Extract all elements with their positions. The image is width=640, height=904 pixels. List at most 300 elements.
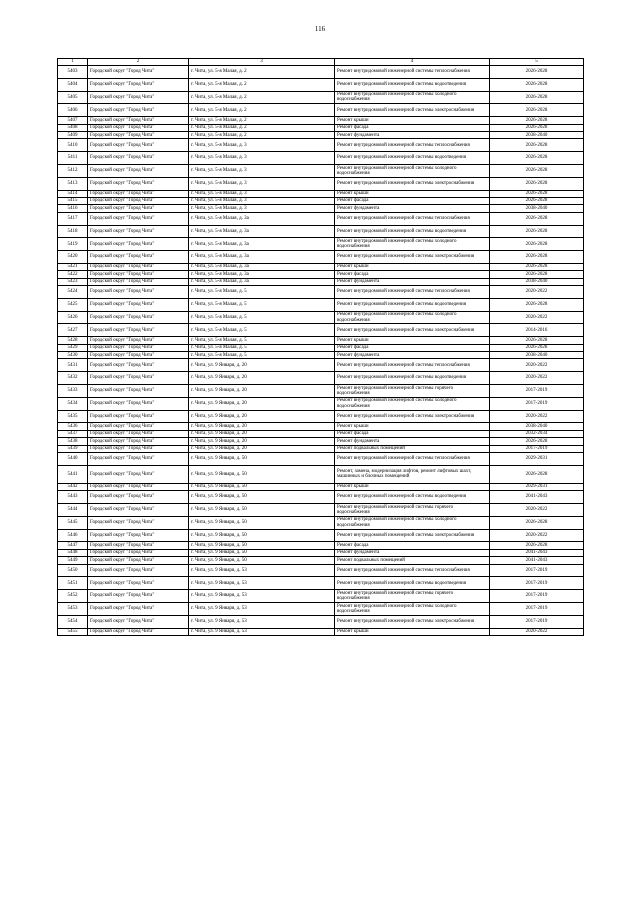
address-cell: г. Чита, ул. 5-я Малая, д. 2: [189, 124, 335, 131]
municipality-cell: Городской округ "Город Чита": [88, 324, 189, 337]
municipality-cell: Городской округ "Город Чита": [88, 557, 189, 564]
address-cell: г. Чита, ул. 5-я Малая, д. 3: [189, 205, 335, 212]
municipality-cell: Городской округ "Город Чита": [88, 251, 189, 264]
address-cell: г. Чита, ул. 5-я Малая, д. 3: [189, 177, 335, 190]
row-number: 5420: [58, 251, 88, 264]
table-row: [58, 238, 584, 251]
period-cell: 2017-2019: [490, 445, 584, 452]
work-type-cell: Ремонт крыши: [335, 483, 490, 490]
work-type-cell: Ремонт фасада: [335, 542, 490, 549]
row-number: 5424: [58, 286, 88, 299]
table-row: [58, 557, 584, 564]
table-row: [58, 225, 584, 238]
work-type-cell: Ремонт внутридомовой инженерной системы теплоснабжения: [335, 139, 490, 152]
table-row: [58, 78, 584, 91]
row-number: 5416: [58, 205, 88, 212]
work-type-cell: Ремонт фундамента: [335, 438, 490, 445]
address-cell: г. Чита, ул. 9 Января, д. 20: [189, 397, 335, 410]
table-row: [58, 152, 584, 165]
work-type-cell: Ремонт внутридомовой инженерной системы теплоснабжения: [335, 66, 490, 79]
row-number: 5454: [58, 615, 88, 628]
work-type-cell: Ремонт крыши: [335, 423, 490, 430]
work-type-cell: Ремонт внутридомовой инженерной системы теплоснабжения: [335, 359, 490, 372]
municipality-cell: Городской округ "Город Чита": [88, 124, 189, 131]
table-row: [58, 164, 584, 177]
row-number: 5440: [58, 452, 88, 465]
table-row: [58, 564, 584, 577]
municipality-cell: Городской округ "Город Чита": [88, 372, 189, 385]
row-number: 5407: [58, 117, 88, 124]
row-number: 5433: [58, 385, 88, 398]
address-cell: г. Чита, ул. 5-я Малая, д. 2: [189, 131, 335, 138]
period-cell: 2026-2028: [490, 238, 584, 251]
row-number: 5449: [58, 557, 88, 564]
table-row: [58, 66, 584, 79]
row-number: 5408: [58, 124, 88, 131]
row-number: 5410: [58, 139, 88, 152]
municipality-cell: Городской округ "Город Чита": [88, 337, 189, 344]
table-row: [58, 483, 584, 490]
address-cell: г. Чита, ул. 9 Января, д. 20: [189, 438, 335, 445]
capital-repair-table: [57, 58, 584, 636]
municipality-cell: Городской округ "Город Чита": [88, 66, 189, 79]
table-row: [58, 205, 584, 212]
row-number: 5435: [58, 410, 88, 423]
address-cell: г. Чита, ул. 5-я Малая, д. 2: [189, 91, 335, 104]
table-row: [58, 452, 584, 465]
work-type-cell: Ремонт фасада: [335, 430, 490, 437]
municipality-cell: Городской округ "Город Чита": [88, 577, 189, 590]
address-cell: г. Чита, ул. 9 Января, д. 53: [189, 628, 335, 635]
page-number: 116: [314, 25, 326, 33]
period-cell: 2026-2028: [490, 139, 584, 152]
work-type-cell: Ремонт крыши: [335, 117, 490, 124]
municipality-cell: Городской округ "Город Чита": [88, 152, 189, 165]
work-type-cell: Ремонт внутридомовой инженерной системы водоотведения: [335, 298, 490, 311]
row-number: 5445: [58, 516, 88, 529]
table-header-row: [58, 59, 584, 66]
period-cell: 2017-2019: [490, 590, 584, 603]
row-number: 5441: [58, 465, 88, 483]
work-type-cell: Ремонт внутридомовой инженерной системы водоотведения: [335, 225, 490, 238]
period-cell: 2026-2028: [490, 251, 584, 264]
municipality-cell: Городской округ "Город Чита": [88, 445, 189, 452]
address-cell: г. Чита, ул. 5-я Малая, д. 3а: [189, 251, 335, 264]
municipality-cell: Городской округ "Город Чита": [88, 298, 189, 311]
row-number: 5439: [58, 445, 88, 452]
period-cell: 2026-2028: [490, 225, 584, 238]
municipality-cell: Городской округ "Город Чита": [88, 529, 189, 542]
municipality-cell: Городской округ "Город Чита": [88, 516, 189, 529]
municipality-cell: Городской округ "Город Чита": [88, 139, 189, 152]
row-number: 5434: [58, 397, 88, 410]
row-number: 5406: [58, 104, 88, 117]
address-cell: г. Чита, ул. 9 Января, д. 53: [189, 564, 335, 577]
header-cell: 5: [490, 59, 584, 66]
table-row: [58, 263, 584, 270]
municipality-cell: Городской округ "Город Чита": [88, 212, 189, 225]
period-cell: 2041-2043: [490, 557, 584, 564]
address-cell: г. Чита, ул. 5-я Малая, д. 3: [189, 190, 335, 197]
work-type-cell: Ремонт фундамента: [335, 549, 490, 556]
period-cell: 2026-2028: [490, 263, 584, 270]
table-row: [58, 337, 584, 344]
period-cell: 2026-2028: [490, 152, 584, 165]
period-cell: 2026-2028: [490, 438, 584, 445]
row-number: 5432: [58, 372, 88, 385]
address-cell: г. Чита, ул. 5-я Малая, д. 3: [189, 152, 335, 165]
period-cell: 2017-2019: [490, 602, 584, 615]
row-number: 5425: [58, 298, 88, 311]
address-cell: г. Чита, ул. 5-я Малая, д. 5: [189, 337, 335, 344]
row-number: 5443: [58, 491, 88, 504]
municipality-cell: Городской округ "Город Чита": [88, 271, 189, 278]
period-cell: 2026-2028: [490, 516, 584, 529]
table-row: [58, 91, 584, 104]
work-type-cell: Ремонт внутридомовой инженерной системы холодного водоснабжения: [335, 238, 490, 251]
row-number: 5418: [58, 225, 88, 238]
row-number: 5428: [58, 337, 88, 344]
period-cell: 2026-2028: [490, 337, 584, 344]
address-cell: г. Чита, ул. 5-я Малая, д. 5: [189, 352, 335, 359]
address-cell: г. Чита, ул. 9 Января, д. 20: [189, 359, 335, 372]
address-cell: г. Чита, ул. 5-я Малая, д. 3а: [189, 263, 335, 270]
row-number: 5417: [58, 212, 88, 225]
work-type-cell: Ремонт внутридомовой инженерной системы электроснабжения: [335, 529, 490, 542]
table-row: [58, 590, 584, 603]
period-cell: 2038-2040: [490, 423, 584, 430]
municipality-cell: Городской округ "Город Чита": [88, 263, 189, 270]
period-cell: 2029-2031: [490, 452, 584, 465]
address-cell: г. Чита, ул. 5-я Малая, д. 5: [189, 344, 335, 351]
row-number: 5446: [58, 529, 88, 542]
address-cell: г. Чита, ул. 9 Января, д. 20: [189, 430, 335, 437]
row-number: 5444: [58, 503, 88, 516]
row-number: 5451: [58, 577, 88, 590]
work-type-cell: Ремонт внутридомовой инженерной системы горячего водоснабжения: [335, 503, 490, 516]
row-number: 5453: [58, 602, 88, 615]
table-row: [58, 430, 584, 437]
address-cell: г. Чита, ул. 5-я Малая, д. 2: [189, 104, 335, 117]
work-type-cell: Ремонт внутридомовой инженерной системы электроснабжения: [335, 251, 490, 264]
row-number: 5427: [58, 324, 88, 337]
work-type-cell: Ремонт подвальных помещений: [335, 557, 490, 564]
table-row: [58, 577, 584, 590]
header-cell: 2: [88, 59, 189, 66]
period-cell: 2020-2022: [490, 503, 584, 516]
municipality-cell: Городской округ "Город Чита": [88, 225, 189, 238]
row-number: 5411: [58, 152, 88, 165]
work-type-cell: Ремонт крыши: [335, 263, 490, 270]
period-cell: 2026-2028: [490, 164, 584, 177]
period-cell: 2020-2022: [490, 628, 584, 635]
row-number: 5419: [58, 238, 88, 251]
work-type-cell: Ремонт внутридомовой инженерной системы холодного водоснабжения: [335, 602, 490, 615]
row-number: 5422: [58, 271, 88, 278]
header-cell: 1: [58, 59, 88, 66]
work-type-cell: Ремонт фундамента: [335, 352, 490, 359]
work-type-cell: Ремонт крыши: [335, 628, 490, 635]
period-cell: 2032-2034: [490, 430, 584, 437]
period-cell: 2026-2028: [490, 344, 584, 351]
row-number: 5404: [58, 78, 88, 91]
table-row: [58, 190, 584, 197]
table-row: [58, 344, 584, 351]
address-cell: г. Чита, ул. 9 Января, д. 53: [189, 590, 335, 603]
period-cell: 2029-2031: [490, 483, 584, 490]
period-cell: 2017-2019: [490, 385, 584, 398]
row-number: 5450: [58, 564, 88, 577]
table-row: [58, 298, 584, 311]
work-type-cell: Ремонт внутридомовой инженерной системы водоотведения: [335, 372, 490, 385]
municipality-cell: Городской округ "Город Чита": [88, 410, 189, 423]
row-number: 5442: [58, 483, 88, 490]
work-type-cell: Ремонт крыши: [335, 190, 490, 197]
period-cell: 2038-2040: [490, 278, 584, 285]
period-cell: 2017-2019: [490, 577, 584, 590]
table-row: [58, 423, 584, 430]
table-row: [58, 372, 584, 385]
municipality-cell: Городской округ "Город Чита": [88, 438, 189, 445]
row-number: 5421: [58, 263, 88, 270]
table-row: [58, 197, 584, 204]
municipality-cell: Городской округ "Город Чита": [88, 344, 189, 351]
work-type-cell: Ремонт внутридомовой инженерной системы теплоснабжения: [335, 564, 490, 577]
row-number: 5412: [58, 164, 88, 177]
municipality-cell: Городской округ "Город Чита": [88, 197, 189, 204]
work-type-cell: Ремонт внутридомовой инженерной системы водоотведения: [335, 491, 490, 504]
municipality-cell: Городской округ "Город Чита": [88, 590, 189, 603]
municipality-cell: Городской округ "Город Чита": [88, 91, 189, 104]
address-cell: г. Чита, ул. 5-я Малая, д. 3а: [189, 212, 335, 225]
municipality-cell: Городской округ "Город Чита": [88, 602, 189, 615]
period-cell: 2038-2040: [490, 352, 584, 359]
table-row: [58, 529, 584, 542]
municipality-cell: Городской округ "Город Чита": [88, 615, 189, 628]
address-cell: г. Чита, ул. 5-я Малая, д. 3: [189, 139, 335, 152]
municipality-cell: Городской округ "Город Чита": [88, 397, 189, 410]
period-cell: 2026-2028: [490, 66, 584, 79]
address-cell: г. Чита, ул. 9 Января, д. 50: [189, 465, 335, 483]
work-type-cell: Ремонт внутридомовой инженерной системы теплоснабжения: [335, 452, 490, 465]
period-cell: 2026-2028: [490, 542, 584, 549]
table-row: [58, 352, 584, 359]
table-row: [58, 628, 584, 635]
work-type-cell: Ремонт внутридомовой инженерной системы водоотведения: [335, 152, 490, 165]
row-number: 5426: [58, 311, 88, 324]
table-body: [58, 59, 584, 636]
address-cell: г. Чита, ул. 5-я Малая, д. 5: [189, 311, 335, 324]
period-cell: 2020-2022: [490, 286, 584, 299]
municipality-cell: Городской округ "Город Чита": [88, 104, 189, 117]
municipality-cell: Городской округ "Город Чита": [88, 423, 189, 430]
table-row: [58, 615, 584, 628]
row-number: 5431: [58, 359, 88, 372]
address-cell: г. Чита, ул. 9 Января, д. 53: [189, 615, 335, 628]
table-row: [58, 324, 584, 337]
work-type-cell: Ремонт фасада: [335, 344, 490, 351]
period-cell: 2038-2040: [490, 131, 584, 138]
period-cell: 2041-2043: [490, 549, 584, 556]
period-cell: 2020-2022: [490, 410, 584, 423]
address-cell: г. Чита, ул. 5-я Малая, д. 3: [189, 197, 335, 204]
work-type-cell: Ремонт внутридомовой инженерной системы теплоснабжения: [335, 212, 490, 225]
period-cell: 2014-2016: [490, 324, 584, 337]
table-row: [58, 271, 584, 278]
period-cell: 2017-2019: [490, 564, 584, 577]
address-cell: г. Чита, ул. 5-я Малая, д. 2: [189, 66, 335, 79]
work-type-cell: Ремонт внутридомовой инженерной системы горячего водоснабжения: [335, 385, 490, 398]
table-row: [58, 359, 584, 372]
row-number: 5430: [58, 352, 88, 359]
work-type-cell: Ремонт внутридомовой инженерной системы теплоснабжения: [335, 286, 490, 299]
municipality-cell: Городской округ "Город Чита": [88, 278, 189, 285]
period-cell: 2017-2019: [490, 397, 584, 410]
municipality-cell: Городской округ "Город Чита": [88, 238, 189, 251]
table-row: [58, 397, 584, 410]
municipality-cell: Городской округ "Город Чита": [88, 549, 189, 556]
municipality-cell: Городской округ "Город Чита": [88, 78, 189, 91]
address-cell: г. Чита, ул. 9 Января, д. 20: [189, 385, 335, 398]
period-cell: 2026-2028: [490, 124, 584, 131]
period-cell: 2020-2022: [490, 359, 584, 372]
period-cell: 2026-2028: [490, 212, 584, 225]
municipality-cell: Городской округ "Город Чита": [88, 190, 189, 197]
row-number: 5415: [58, 197, 88, 204]
address-cell: г. Чита, ул. 9 Января, д. 50: [189, 529, 335, 542]
address-cell: г. Чита, ул. 5-я Малая, д. 5: [189, 286, 335, 299]
table-row: [58, 131, 584, 138]
period-cell: 2020-2022: [490, 529, 584, 542]
work-type-cell: Ремонт фасада: [335, 124, 490, 131]
work-type-cell: Ремонт внутридомовой инженерной системы холодного водоснабжения: [335, 164, 490, 177]
table-row: [58, 139, 584, 152]
row-number: 5405: [58, 91, 88, 104]
address-cell: г. Чита, ул. 9 Января, д. 50: [189, 549, 335, 556]
work-type-cell: Ремонт крыши: [335, 337, 490, 344]
period-cell: 2041-2043: [490, 491, 584, 504]
row-number: 5403: [58, 66, 88, 79]
municipality-cell: Городской округ "Город Чита": [88, 205, 189, 212]
table-row: [58, 465, 584, 483]
period-cell: 2020-2022: [490, 311, 584, 324]
municipality-cell: Городской округ "Город Чита": [88, 542, 189, 549]
period-cell: 2026-2028: [490, 465, 584, 483]
row-number: 5452: [58, 590, 88, 603]
address-cell: г. Чита, ул. 9 Января, д. 20: [189, 423, 335, 430]
municipality-cell: Городской округ "Город Чита": [88, 452, 189, 465]
work-type-cell: Ремонт внутридомовой инженерной системы электроснабжения: [335, 410, 490, 423]
table-row: [58, 286, 584, 299]
row-number: 5455: [58, 628, 88, 635]
period-cell: 2026-2028: [490, 91, 584, 104]
work-type-cell: Ремонт внутридомовой инженерной системы холодного водоснабжения: [335, 516, 490, 529]
address-cell: г. Чита, ул. 5-я Малая, д. 3а: [189, 238, 335, 251]
row-number: 5447: [58, 542, 88, 549]
work-type-cell: Ремонт внутридомовой инженерной системы электроснабжения: [335, 104, 490, 117]
work-type-cell: Ремонт фундамента: [335, 205, 490, 212]
municipality-cell: Городской округ "Город Чита": [88, 311, 189, 324]
work-type-cell: Ремонт фундамента: [335, 278, 490, 285]
period-cell: 2026-2028: [490, 271, 584, 278]
table-row: [58, 212, 584, 225]
table-row: [58, 177, 584, 190]
address-cell: г. Чита, ул. 9 Января, д. 50: [189, 503, 335, 516]
period-cell: 2017-2019: [490, 615, 584, 628]
work-type-cell: Ремонт внутридомовой инженерной системы водоотведения: [335, 577, 490, 590]
period-cell: 2026-2028: [490, 78, 584, 91]
municipality-cell: Городской округ "Город Чита": [88, 465, 189, 483]
work-type-cell: Ремонт внутридомовой инженерной системы электроснабжения: [335, 324, 490, 337]
table-row: [58, 410, 584, 423]
header-cell: 3: [189, 59, 335, 66]
table-row: [58, 503, 584, 516]
row-number: 5437: [58, 430, 88, 437]
period-cell: 2026-2028: [490, 104, 584, 117]
municipality-cell: Городской округ "Город Чита": [88, 385, 189, 398]
address-cell: г. Чита, ул. 9 Января, д. 50: [189, 483, 335, 490]
table-row: [58, 549, 584, 556]
work-type-cell: Ремонт внутридомовой инженерной системы холодного водоснабжения: [335, 91, 490, 104]
table-row: [58, 117, 584, 124]
row-number: 5414: [58, 190, 88, 197]
address-cell: г. Чита, ул. 5-я Малая, д. 2: [189, 117, 335, 124]
table-row: [58, 385, 584, 398]
municipality-cell: Городской округ "Город Чита": [88, 177, 189, 190]
row-number: 5438: [58, 438, 88, 445]
table-row: [58, 278, 584, 285]
row-number: 5429: [58, 344, 88, 351]
municipality-cell: Городской округ "Город Чита": [88, 483, 189, 490]
period-cell: 2020-2022: [490, 372, 584, 385]
work-type-cell: Ремонт внутридомовой инженерной системы горячего водоснабжения: [335, 590, 490, 603]
address-cell: г. Чита, ул. 9 Января, д. 20: [189, 372, 335, 385]
address-cell: г. Чита, ул. 9 Января, д. 20: [189, 445, 335, 452]
address-cell: г. Чита, ул. 5-я Малая, д. 3а: [189, 278, 335, 285]
address-cell: г. Чита, ул. 9 Января, д. 53: [189, 602, 335, 615]
table-row: [58, 491, 584, 504]
table-row: [58, 311, 584, 324]
row-number: 5423: [58, 278, 88, 285]
municipality-cell: Городской округ "Город Чита": [88, 352, 189, 359]
municipality-cell: Городской округ "Город Чита": [88, 491, 189, 504]
work-type-cell: Ремонт внутридомовой инженерной системы электроснабжения: [335, 177, 490, 190]
table-row: [58, 542, 584, 549]
address-cell: г. Чита, ул. 5-я Малая, д. 3а: [189, 225, 335, 238]
address-cell: г. Чита, ул. 9 Января, д. 50: [189, 557, 335, 564]
period-cell: 2026-2028: [490, 190, 584, 197]
period-cell: 2026-2028: [490, 177, 584, 190]
municipality-cell: Городской округ "Город Чита": [88, 117, 189, 124]
table-row: [58, 104, 584, 117]
period-cell: 2038-2040: [490, 205, 584, 212]
work-type-cell: Ремонт внутридомовой инженерной системы электроснабжения: [335, 615, 490, 628]
table-row: [58, 602, 584, 615]
municipality-cell: Городской округ "Город Чита": [88, 564, 189, 577]
row-number: 5409: [58, 131, 88, 138]
table-row: [58, 445, 584, 452]
municipality-cell: Городской округ "Город Чита": [88, 131, 189, 138]
table-row: [58, 516, 584, 529]
table-row: [58, 251, 584, 264]
period-cell: 2026-2028: [490, 117, 584, 124]
work-type-cell: Ремонт фундамента: [335, 131, 490, 138]
address-cell: г. Чита, ул. 5-я Малая, д. 3: [189, 164, 335, 177]
address-cell: г. Чита, ул. 5-я Малая, д. 5: [189, 298, 335, 311]
work-type-cell: Ремонт подвальных помещений: [335, 445, 490, 452]
address-cell: г. Чита, ул. 5-я Малая, д. 2: [189, 78, 335, 91]
header-cell: 4: [335, 59, 490, 66]
